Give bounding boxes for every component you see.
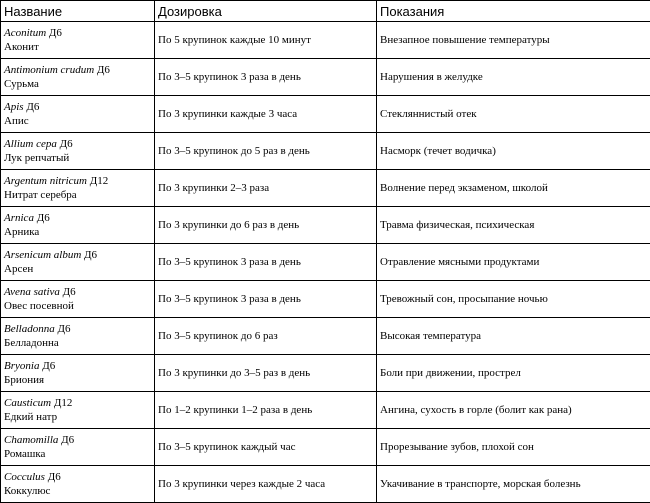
remedy-name-cell	[1, 207, 155, 244]
remedy-title	[4, 26, 154, 40]
table-row	[1, 96, 650, 133]
remedy-name-cell	[1, 355, 155, 392]
remedy-name-cell	[1, 133, 155, 170]
remedy-latin-name: Avena sativa	[4, 286, 60, 298]
remedy-russian-name: Овес посевной	[4, 299, 154, 313]
remedy-latin-name: Causticum	[4, 397, 51, 409]
remedy-title	[4, 396, 154, 410]
dosage-cell: По 3 крупинки через каждые 2 часа	[155, 466, 377, 503]
table-row	[1, 429, 650, 466]
remedy-name-cell	[1, 22, 155, 59]
remedy-title	[4, 63, 154, 77]
remedy-latin-name: Cocculus	[4, 471, 45, 483]
remedy-name-cell	[1, 244, 155, 281]
table-row	[1, 466, 650, 503]
header-indications: Показания	[377, 1, 650, 22]
remedy-potency: Д6	[60, 286, 76, 298]
remedy-russian-name: Арсен	[4, 262, 154, 276]
indication-cell: Насморк (течет водичка)	[377, 133, 650, 170]
remedy-russian-name: Сурьма	[4, 77, 154, 91]
remedy-potency: Д6	[57, 138, 73, 150]
remedy-latin-name: Belladonna	[4, 323, 55, 335]
table-row	[1, 392, 650, 429]
remedy-russian-name: Коккулюс	[4, 484, 154, 498]
remedy-potency: Д12	[87, 175, 108, 187]
remedy-name-cell	[1, 429, 155, 466]
table-row	[1, 355, 650, 392]
remedy-latin-name: Bryonia	[4, 360, 39, 372]
remedy-russian-name: Аконит	[4, 40, 154, 54]
indication-cell: Укачивание в транспорте, морская болезнь	[377, 466, 650, 503]
dosage-cell: По 3–5 крупинок 3 раза в день	[155, 281, 377, 318]
indication-cell: Нарушения в желудке	[377, 59, 650, 96]
indication-cell: Отравление мясными продуктами	[377, 244, 650, 281]
indication-cell: Травма физическая, психическая	[377, 207, 650, 244]
remedy-russian-name: Апис	[4, 114, 154, 128]
remedy-potency: Д6	[55, 323, 71, 335]
dosage-cell: По 3–5 крупинок 3 раза в день	[155, 59, 377, 96]
dosage-cell: По 3 крупинки каждые 3 часа	[155, 96, 377, 133]
table-body	[1, 22, 650, 503]
remedy-russian-name: Белладонна	[4, 336, 154, 350]
remedy-title	[4, 433, 154, 447]
table-row	[1, 170, 650, 207]
table-row	[1, 318, 650, 355]
header-dosage: Дозировка	[155, 1, 377, 22]
remedy-title	[4, 322, 154, 336]
table-row	[1, 207, 650, 244]
remedy-latin-name: Arnica	[4, 212, 34, 224]
remedy-name-cell	[1, 318, 155, 355]
remedy-potency: Д12	[51, 397, 72, 409]
remedy-title	[4, 248, 154, 262]
indication-cell: Волнение перед экзаменом, школой	[377, 170, 650, 207]
remedy-latin-name: Aconitum	[4, 27, 46, 39]
remedy-potency: Д6	[58, 434, 74, 446]
table-row	[1, 281, 650, 318]
remedy-name-cell	[1, 392, 155, 429]
table-row	[1, 244, 650, 281]
remedy-potency: Д6	[81, 249, 97, 261]
remedy-name-cell	[1, 170, 155, 207]
header-name: Название	[1, 1, 155, 22]
indication-cell: Стекляннистый отек	[377, 96, 650, 133]
remedy-potency: Д6	[45, 471, 61, 483]
indication-cell: Прорезывание зубов, плохой сон	[377, 429, 650, 466]
remedy-latin-name: Antimonium crudum	[4, 64, 94, 76]
remedy-russian-name: Нитрат серебра	[4, 188, 154, 202]
remedy-title	[4, 359, 154, 373]
remedy-russian-name: Лук репчатый	[4, 151, 154, 165]
dosage-cell: По 5 крупинок каждые 10 минут	[155, 22, 377, 59]
remedy-title	[4, 100, 154, 114]
remedy-russian-name: Арника	[4, 225, 154, 239]
remedy-latin-name: Apis	[4, 101, 24, 113]
remedy-potency: Д6	[94, 64, 110, 76]
dosage-cell: По 3–5 крупинок до 5 раз в день	[155, 133, 377, 170]
remedy-title	[4, 470, 154, 484]
dosage-cell: По 1–2 крупинки 1–2 раза в день	[155, 392, 377, 429]
remedy-latin-name: Arsenicum album	[4, 249, 81, 261]
remedy-title	[4, 211, 154, 225]
indication-cell: Боли при движении, прострел	[377, 355, 650, 392]
dosage-cell: По 3 крупинки до 3–5 раз в день	[155, 355, 377, 392]
remedy-russian-name: Ромашка	[4, 447, 154, 461]
table-row	[1, 59, 650, 96]
remedy-title	[4, 137, 154, 151]
dosage-cell: По 3 крупинки до 6 раз в день	[155, 207, 377, 244]
remedy-latin-name: Argentum nitricum	[4, 175, 87, 187]
remedy-latin-name: Allium cepa	[4, 138, 57, 150]
remedy-latin-name: Chamomilla	[4, 434, 58, 446]
header-row	[1, 1, 650, 22]
indication-cell: Ангина, сухость в горле (болит как рана)	[377, 392, 650, 429]
indication-cell: Внезапное повышение температуры	[377, 22, 650, 59]
remedy-name-cell	[1, 59, 155, 96]
dosage-cell: По 3–5 крупинок 3 раза в день	[155, 244, 377, 281]
remedy-potency: Д6	[39, 360, 55, 372]
table-row	[1, 22, 650, 59]
indication-cell: Высокая температура	[377, 318, 650, 355]
dosage-cell: По 3–5 крупинок каждый час	[155, 429, 377, 466]
remedy-name-cell	[1, 466, 155, 503]
table-header	[1, 1, 650, 22]
remedy-title	[4, 174, 154, 188]
remedy-potency: Д6	[34, 212, 50, 224]
remedy-name-cell	[1, 96, 155, 133]
remedy-title	[4, 285, 154, 299]
indication-cell: Тревожный сон, просыпание ночью	[377, 281, 650, 318]
table-row	[1, 133, 650, 170]
remedy-potency: Д6	[46, 27, 62, 39]
remedy-potency: Д6	[24, 101, 40, 113]
remedy-russian-name: Бриония	[4, 373, 154, 387]
remedy-russian-name: Едкий натр	[4, 410, 154, 424]
dosage-cell: По 3–5 крупинок до 6 раз	[155, 318, 377, 355]
remedy-name-cell	[1, 281, 155, 318]
dosage-cell: По 3 крупинки 2–3 раза	[155, 170, 377, 207]
